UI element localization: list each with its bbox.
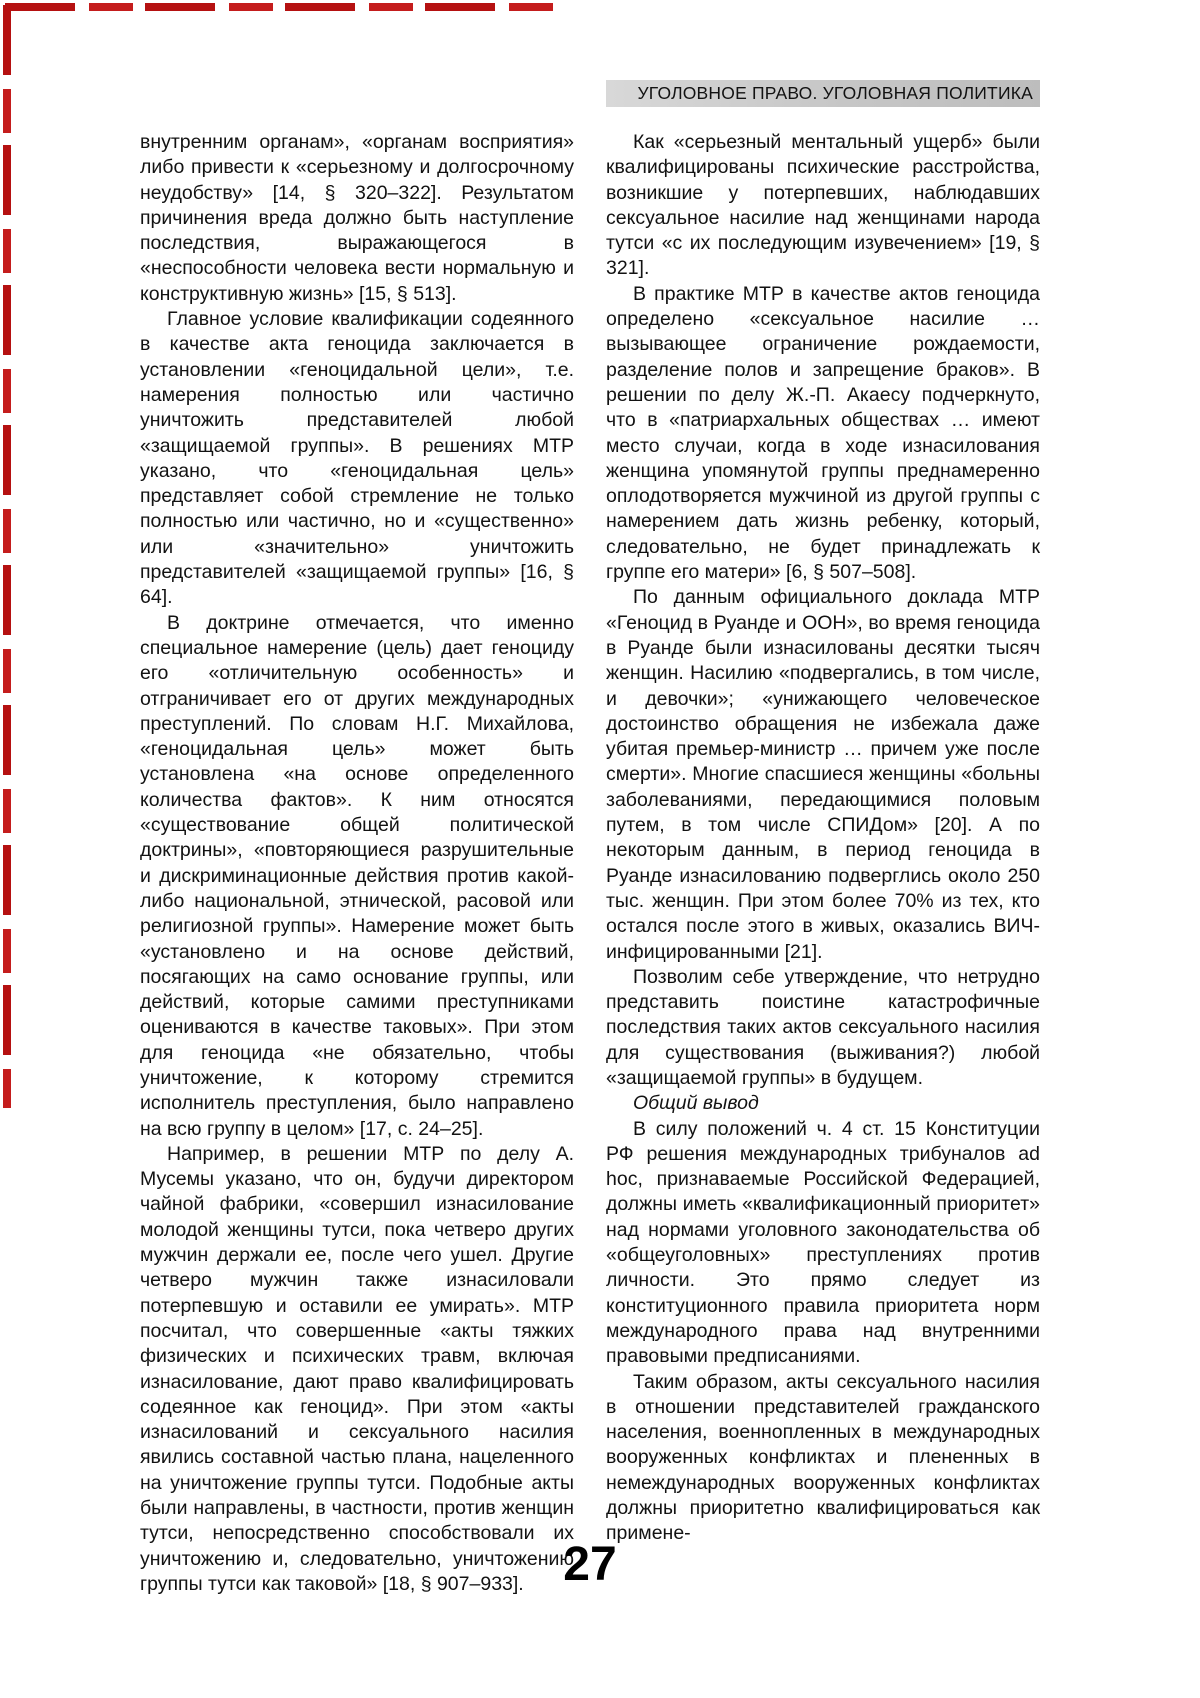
paragraph: В практике МТР в качестве актов геноцида определено «сексуальное насилие … вызывающее ограничение рождаемости, разделение полов и запрещение браков». В решении по делу Ж.-П. Акаесу подчеркнуто, что в «патриархальных обществах … имеют место случаи, когда в ходе изнасилования женщина упомянутой группы преднамеренно оплодотворяется мужчиной из другой группы с намерением дать жизнь ребенку, который, следовательно, не будет принадлежать к группе его матери» [6, § 507–508]. — [606, 282, 1040, 584]
paragraph: Позволим себе утверждение, что нетрудно представить поистине катастрофичные последствия таких актов сексуального насилия для существования (выживания?) любой «защищаемой группы» в будущем. — [606, 965, 1040, 1089]
text-body — [140, 130, 1040, 1597]
paragraph: Таким образом, акты сексуального насилия в отношении представителей гражданского населения, военнопленных в международных вооруженных конфликтах и плененных в немеждународных вооруженных конфликтах должны приоритетно квалифицироваться как примене- — [606, 1370, 1040, 1545]
paragraph: В доктрине отмечается, что именно специальное намерение (цель) дает геноциду его «отличительную особенность» и отграничивает его от других международных преступлений. По словам Н.Г. Михайлова, «геноцидальная цель» может быть установлена «на основе определенного количества фактов». К ним относятся «существование общей политической доктрины», «повторяющиеся разрушительные и дискриминационные действия против какой-либо национальной, этнической, расовой или религиозной группы». Намерение может быть «установлено и на основе действий, посягающих на само основание группы, или действий, которые самими преступниками оцениваются в качестве таковых». При этом для геноцида «не обязательно, чтобы уничтожение, к которому стремится исполнитель преступления, было направлено на всю группу в целом» [17, с. 24–25]. — [140, 611, 574, 1140]
page-edge-mark-top — [5, 3, 565, 11]
paragraph: По данным официального доклада МТР «Геноцид в Руанде и ООН», во время геноцида в Руанде были изнасилованы десятки тысяч женщин. Насилию «подвергались, в том числе, и девочки»; «унижающего человеческое достоинство обращения не избежала даже убитая премьер-министр … причем уже после смерти». Многие спасшиеся женщины «больны заболеваниями, передающимися половым путем, в том числе СПИДом» [20]. А по некоторым данным, в период геноцида в Руанде изнасилованию подверглись около 250 тыс. женщин. При этом более 70% из тех, кто остался после этого в живых, оказались ВИЧ-инфицированными [21]. — [606, 586, 1040, 963]
page-number: 27 — [563, 1538, 617, 1591]
running-head — [606, 80, 1040, 107]
paragraph: Главное условие квалификации содеянного в качестве акта геноцида заключается в установлении «геноцидальной цели», т.е. намерения полностью или частично уничтожить представителей любой «защищаемой группы». В решениях МТР указано, что «геноцидальная цель» представляет собой стремление не только полностью или частично, но и «существенно» или «значительно» уничтожить представителей «защищаемой группы» [16, § 64]. — [140, 308, 574, 609]
paragraph: Как «серьезный ментальный ущерб» были квалифицированы психические расстройства, возникшие у потерпевших, наблюдавших сексуальное насилие над женщинами народа тутси «с их последующим изувечением» [19, § 321]. — [606, 131, 1040, 280]
left-column — [140, 130, 574, 1597]
running-head-title: УГОЛОВНОЕ ПРАВО. УГОЛОВНАЯ ПОЛИТИКА — [637, 83, 1033, 103]
right-column — [606, 130, 1040, 1597]
paragraph: Например, в решении МТР по делу А. Мусемы указано, что он, будучи директором чайной фабрики, «совершил изнасилование молодой женщины тутси, пока четверо других мужчин держали ее, после чего ушел. Другие четверо мужчин также изнасиловали потерпевшую и оставили ее умирать». МТР посчитал, что совершенные «акты тяжких физических и психических травм, включая изнасилование, дают право квалифицировать содеянное как геноцид». При этом «акты изнасилований и сексуального насилия явились составной частью плана, нацеленного на уничтожение группы тутси. Подобные акты были направлены, в частности, против женщин тутси, непосредственно способствовали их уничтожению и, следовательно, уничтожению группы тутси как таковой» [18, § 907–933]. — [140, 1142, 574, 1595]
section-subheading: Общий вывод — [633, 1092, 759, 1115]
paragraph: внутренним органам», «органам восприятия» либо привести к «серьезному и долгосрочному неудобству» [14, § 320–322]. Результатом причинения вреда должно быть наступление последствия, выражающегося в «неспособности человека вести нормальную и конструктивную жизнь» [15, § 513]. — [140, 131, 574, 305]
paragraph: В силу положений ч. 4 ст. 15 Конституции РФ решения международных трибуналов ad hoc, признаваемые Российской Федерацией, должны иметь «квалификационный приоритет» над нормами уголовного законодательства об «общеуголовных» преступлениях против личности. Это прямо следует из конституционного правила приоритета норм международного права над внутренними правовыми предписаниями. — [606, 1117, 1040, 1368]
page-edge-mark-left — [3, 5, 11, 1108]
